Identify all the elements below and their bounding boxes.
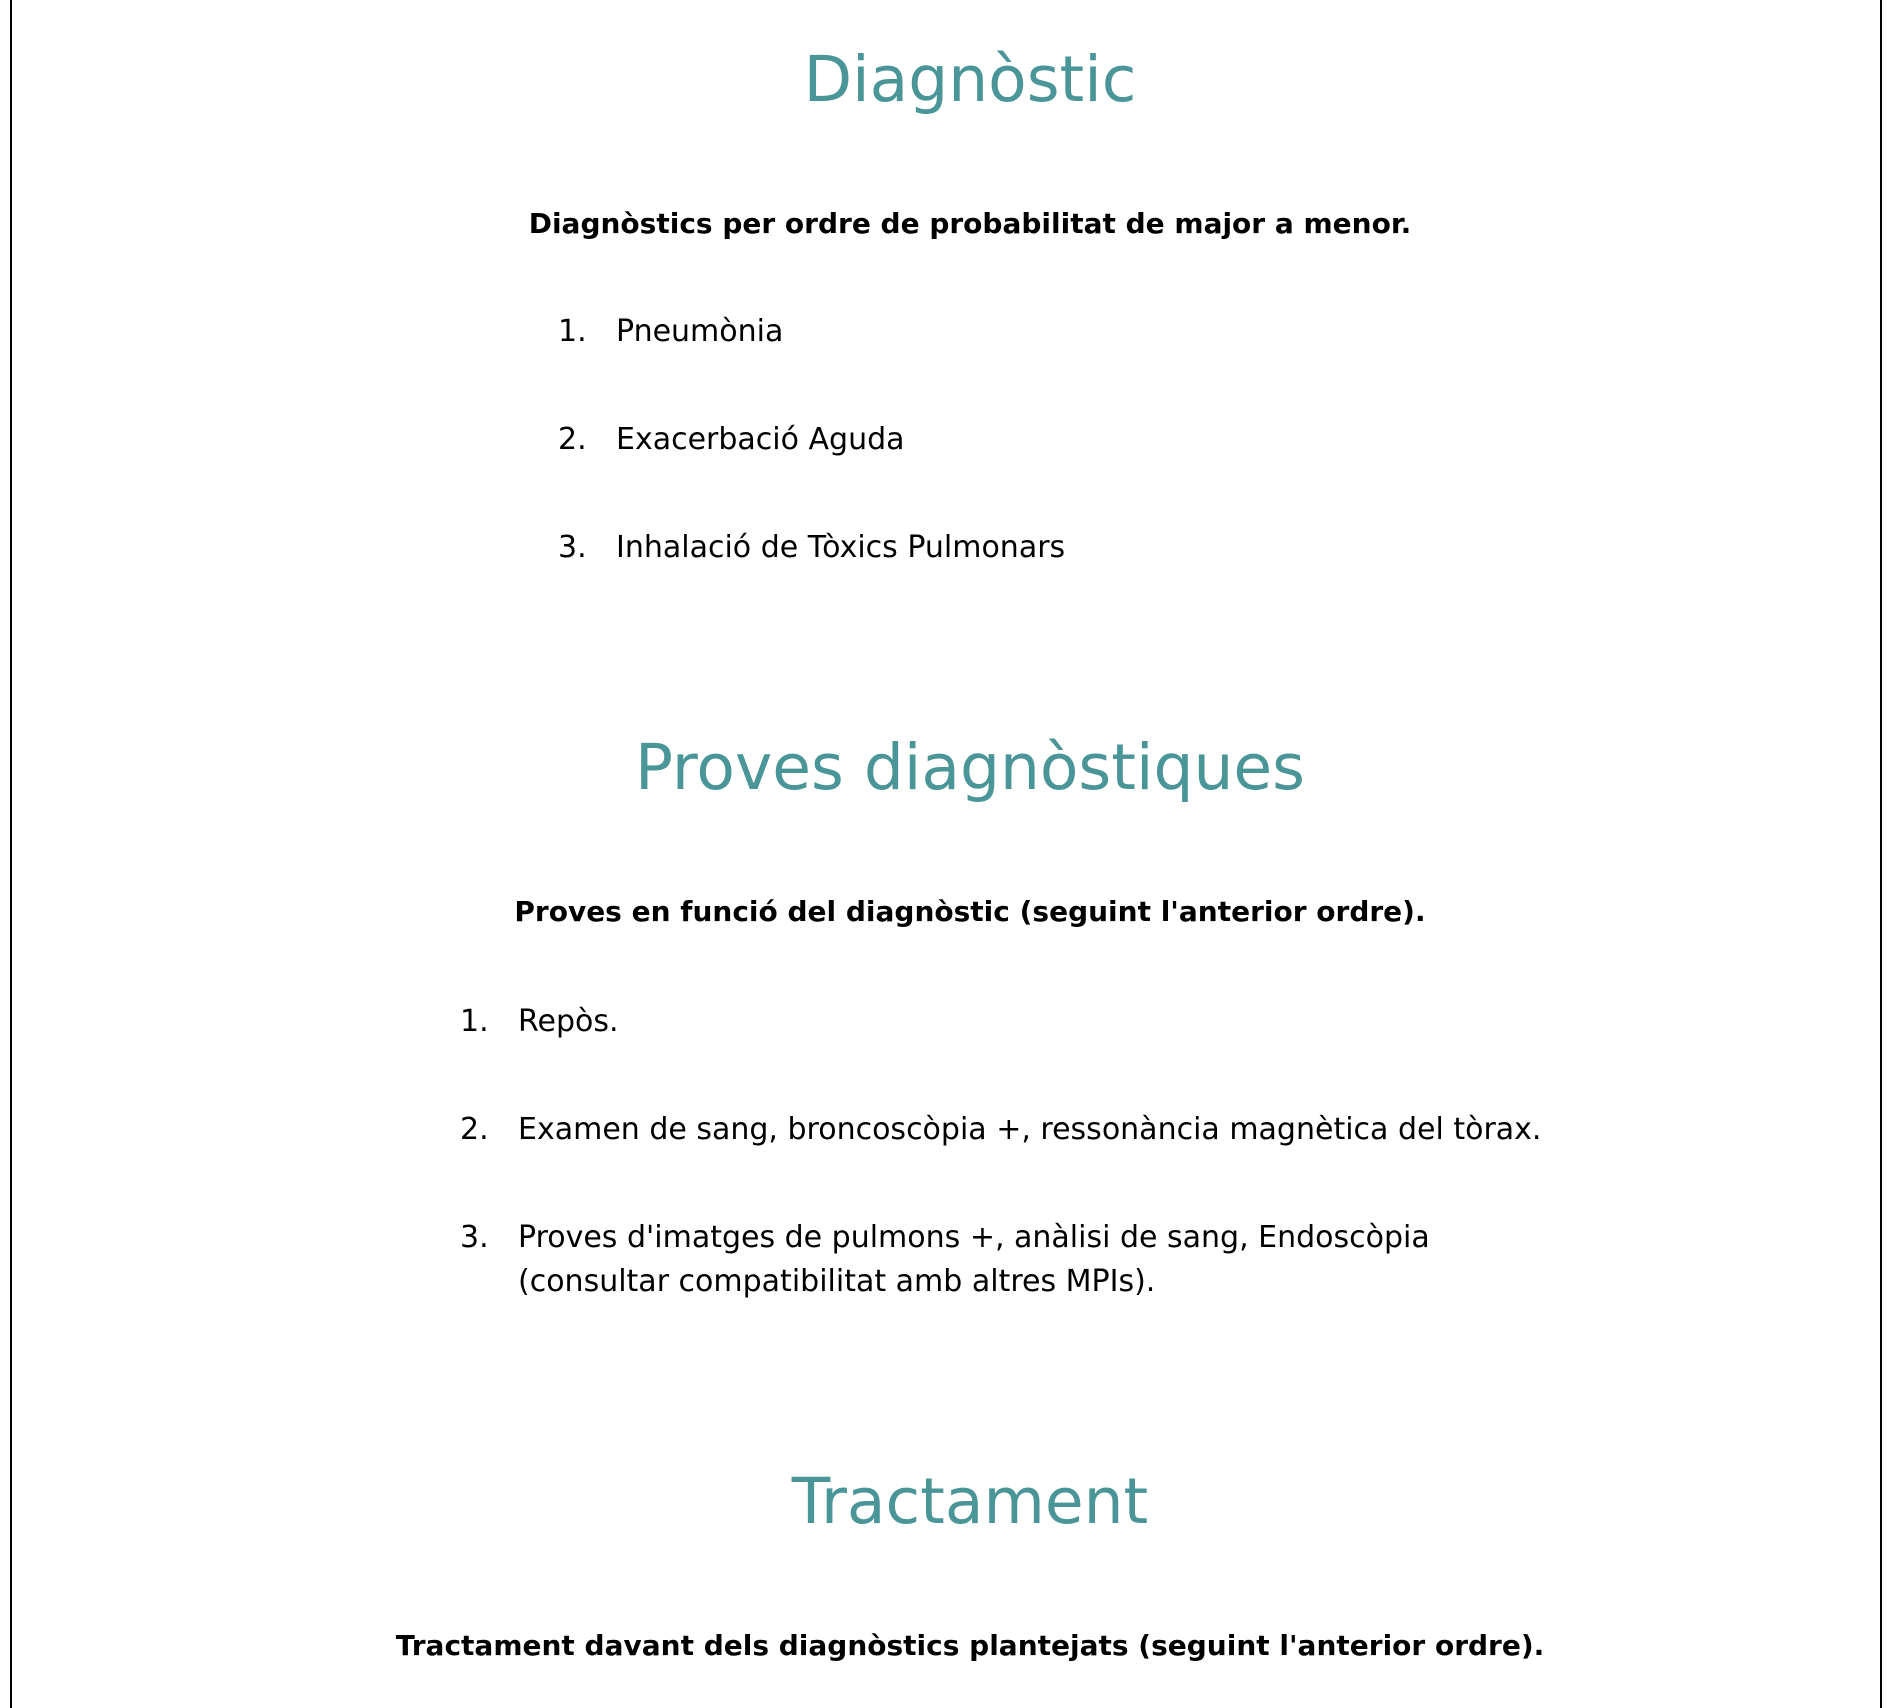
page-frame bbox=[10, 0, 1882, 1708]
proves-list bbox=[460, 1000, 1560, 1368]
proves-subtitle: Proves en funció del diagnòstic (seguint l'anterior ordre). bbox=[514, 895, 1426, 928]
list-text: Inhalació de Tòxics Pulmonars bbox=[616, 530, 1066, 565]
diagnostic-item-inhalacio bbox=[558, 526, 1458, 570]
list-number: 1. bbox=[460, 1004, 489, 1039]
proves-item-imatges bbox=[460, 1216, 1560, 1304]
list-number: 1. bbox=[558, 314, 587, 349]
proves-item-examen bbox=[460, 1108, 1560, 1152]
proves-heading: Proves diagnòstiques bbox=[635, 731, 1305, 804]
diagnostic-subtitle: Diagnòstics per ordre de probabilitat de major a menor. bbox=[528, 207, 1412, 240]
list-text: Pneumònia bbox=[616, 314, 784, 349]
list-text: Examen de sang, broncoscòpia +, ressonància magnètica del tòrax. bbox=[518, 1112, 1542, 1147]
proves-item-repos bbox=[460, 1000, 1560, 1044]
diagnostic-item-exacerbacio bbox=[558, 418, 1458, 462]
diagnostic-heading: Diagnòstic bbox=[803, 43, 1137, 116]
list-text: Repòs. bbox=[518, 1004, 619, 1039]
list-number: 2. bbox=[558, 422, 587, 457]
list-number: 2. bbox=[460, 1112, 489, 1147]
list-number: 3. bbox=[460, 1220, 489, 1255]
diagnostic-item-pneumonia bbox=[558, 310, 1458, 354]
tractament-heading: Tractament bbox=[791, 1465, 1149, 1538]
tractament-subtitle: Tractament davant dels diagnòstics plantejats (seguint l'anterior ordre). bbox=[395, 1629, 1545, 1662]
list-number: 3. bbox=[558, 530, 587, 565]
diagnostic-list bbox=[558, 310, 1458, 634]
list-text: Proves d'imatges de pulmons +, anàlisi de sang, Endoscòpia (consultar compatibilitat amb altres MPIs). bbox=[518, 1220, 1430, 1299]
list-text: Exacerbació Aguda bbox=[616, 422, 905, 457]
